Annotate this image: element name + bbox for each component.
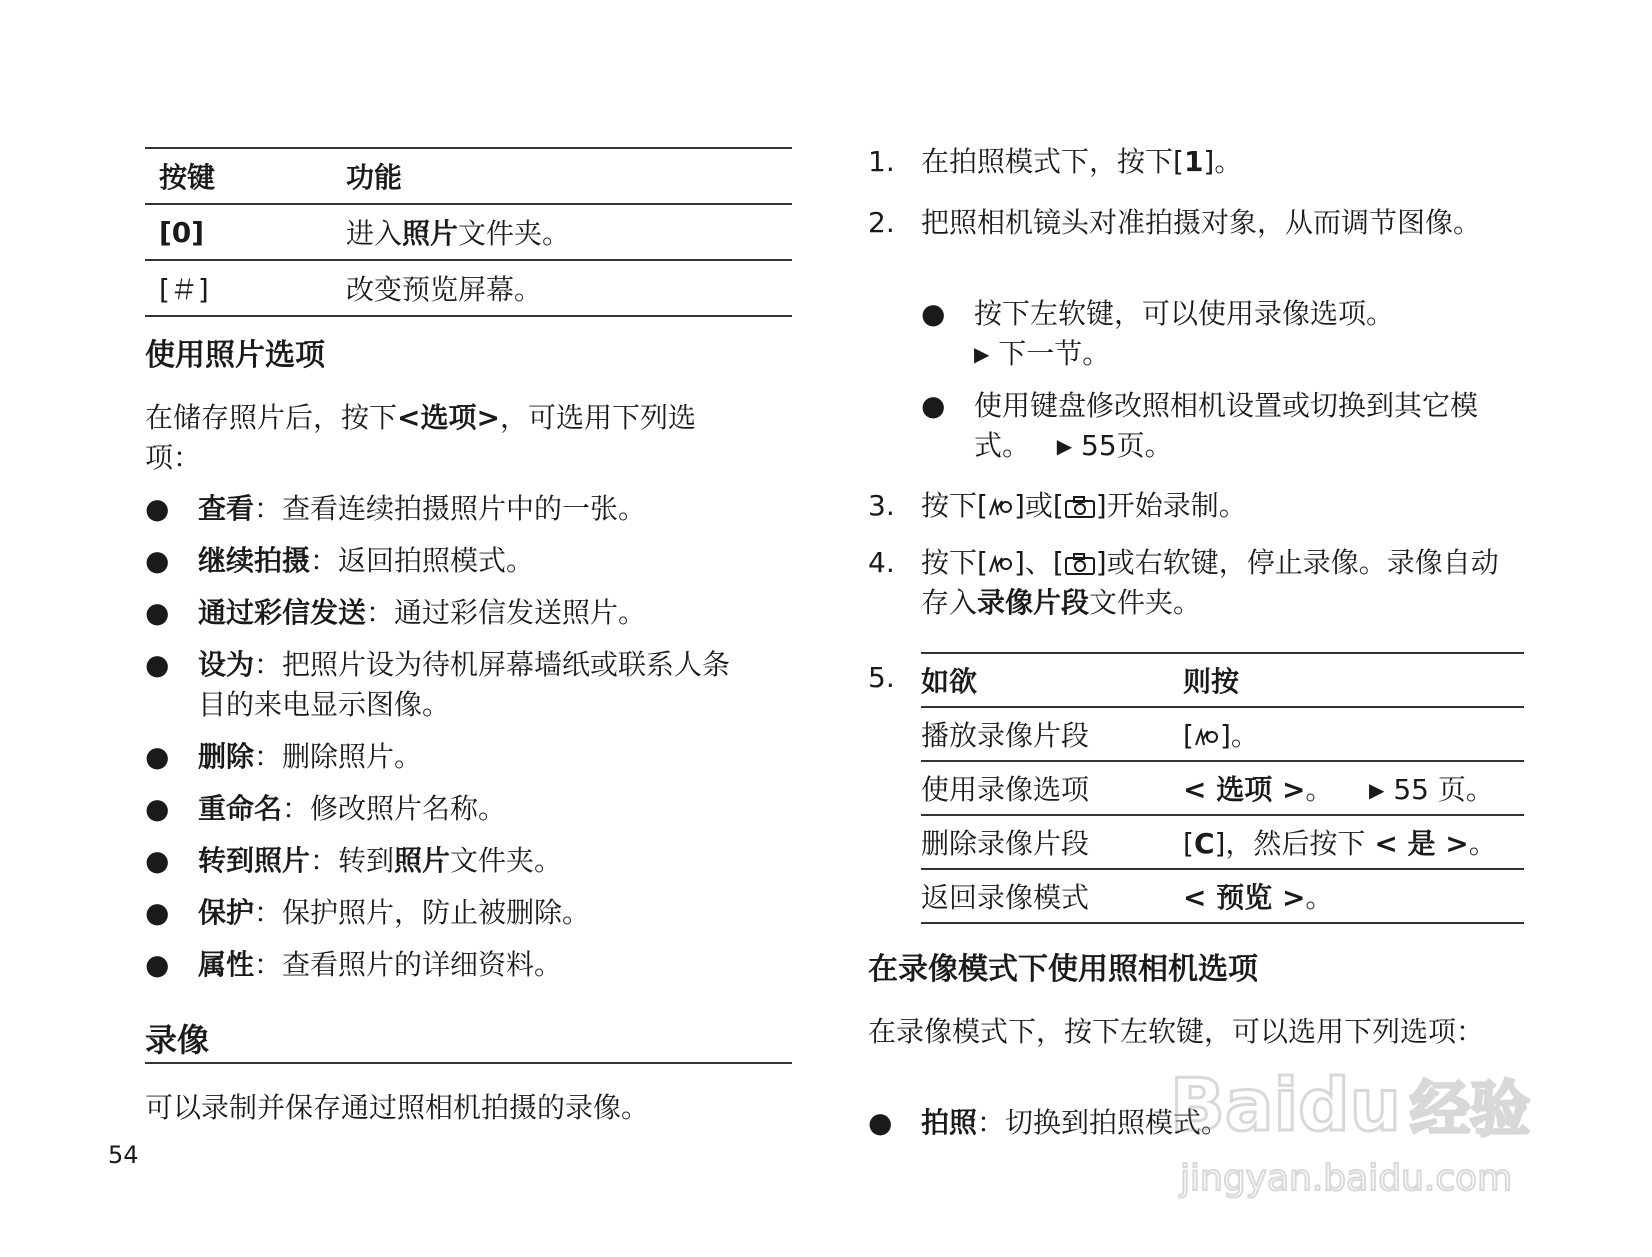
table-header-key: 按键 [159, 161, 216, 194]
key-cell: [0] [159, 215, 205, 249]
table-header-row [921, 653, 1524, 707]
baidu-logo-icon [1170, 1055, 1550, 1205]
function-cell: 进入照片文件夹。 [346, 217, 571, 250]
page-number: 54 [108, 1141, 139, 1169]
svg-text:Baidu: Baidu [1170, 1063, 1401, 1147]
table-row [145, 260, 792, 316]
table-row [145, 204, 792, 260]
camera-options-intro: 在录像模式下，按下左软键，可以选用下列选项： [868, 1015, 1485, 1048]
svg-text:jingyan.baidu.com: jingyan.baidu.com [1180, 1158, 1513, 1199]
action-table [921, 652, 1524, 924]
reference-arrow-icon: ▶ [1369, 778, 1385, 802]
table-row: 播放录像片段 [ ]。 [921, 707, 1524, 761]
table-header-want: 如欲 [921, 665, 978, 698]
table-row: 使用录像选项 < 选项 >。 ▶ 55 页。 [921, 761, 1524, 815]
video-key-icon [1194, 725, 1220, 749]
svg-text:经验: 经验 [1410, 1075, 1530, 1145]
function-cell: 改变预览屏幕。 [346, 273, 543, 306]
table-row: 返回录像模式 < 预览 >。 [921, 869, 1524, 923]
reference-arrow-icon: ▶ [1056, 434, 1073, 458]
photo-options-intro: 在储存照片后，按下<选项>，可选用下列选项： [145, 401, 696, 474]
camera-key-icon [1064, 495, 1096, 519]
video-heading: 录像 [145, 1018, 792, 1064]
table-header-row [145, 148, 792, 204]
table-row: 删除录像片段 [C]，然后按下 < 是 >。 [921, 815, 1524, 869]
camera-options-heading: 在录像模式下使用照相机选项 [868, 952, 1258, 987]
video-key-icon [988, 495, 1014, 519]
table-header-function: 功能 [346, 161, 403, 194]
table-header-press: 则按 [1183, 665, 1240, 698]
camera-key-icon [1064, 552, 1096, 576]
photo-options-heading: 使用照片选项 [145, 338, 325, 373]
key-function-table [145, 147, 792, 317]
key-cell: [＃] [159, 273, 209, 306]
reference-arrow-icon: ▶ [974, 342, 990, 366]
video-key-icon [988, 552, 1014, 576]
video-intro: 可以录制并保存通过照相机拍摄的录像。 [145, 1091, 650, 1124]
baidu-watermark [1170, 1055, 1550, 1205]
